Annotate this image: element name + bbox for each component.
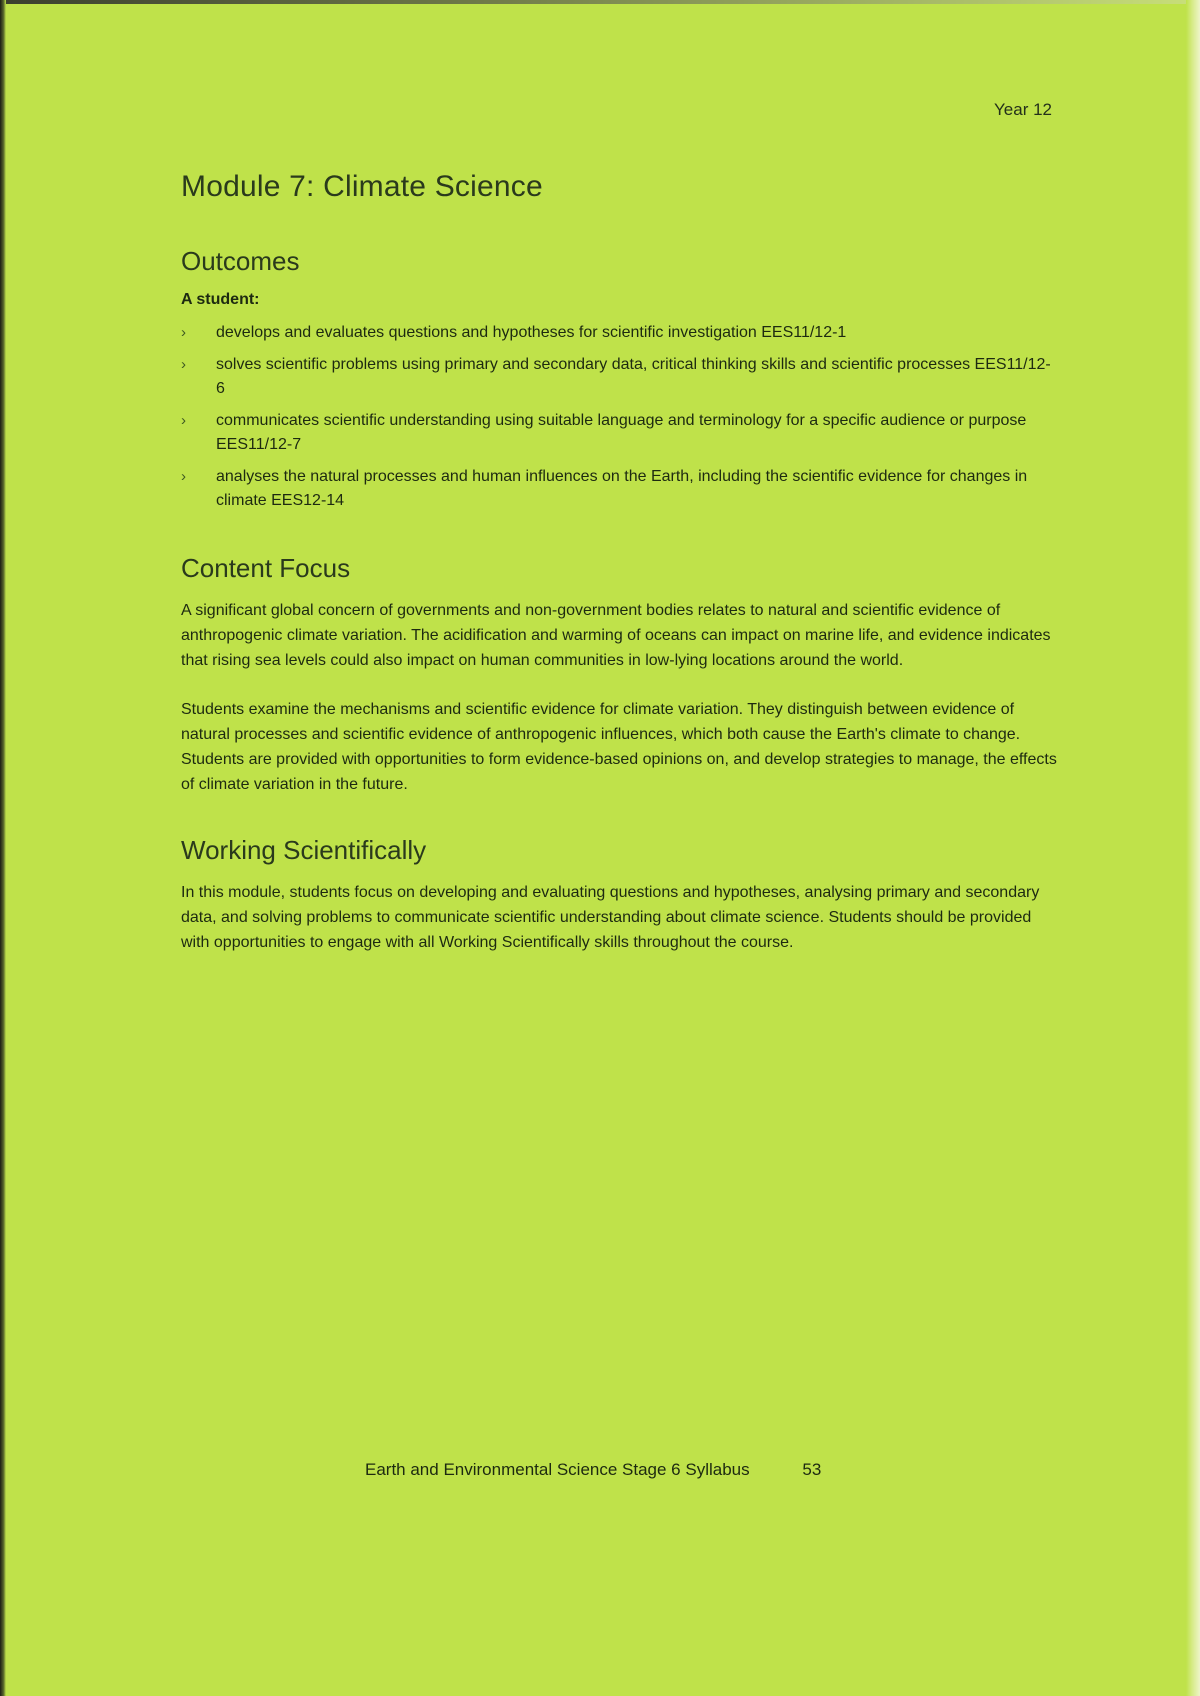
outcome-text: communicates scientific understanding using suitable language and terminology for a specific audience or purpose EES11/12-7 — [216, 412, 1027, 453]
chevron-right-icon: › — [181, 412, 186, 429]
content-focus-heading: Content Focus — [181, 553, 351, 583]
outcomes-lead: A student: — [181, 291, 260, 308]
outcomes-list — [181, 321, 1061, 513]
outcome-text: develops and evaluates questions and hypotheses for scientific investigation EES11/12-1 — [216, 324, 847, 341]
scan-left-edge — [0, 0, 6, 1696]
footer-title: Earth and Environmental Science Stage 6 Syllabus — [365, 1460, 750, 1479]
chevron-right-icon: › — [181, 356, 186, 373]
content-focus-paragraph: A significant global concern of governments and non-government bodies relates to natural and scientific evidence of anthropogenic climate variation. The acidification and warming of oceans can impact on marine life, and evidence indicates that rising sea levels could also impact on human communities in low-lying locations around the world. — [181, 602, 1051, 669]
outcome-text: analyses the natural processes and human influences on the Earth, including the scientific evidence for changes in climate EES12-14 — [216, 468, 1028, 509]
working-scientifically-paragraph: In this module, students focus on developing and evaluating questions and hypotheses, analysing primary and secondary data, and solving problems to communicate scientific understanding about climate science. Students should be provided with opportunities to engage with all Working Scientifically skills throughout the course. — [181, 884, 1040, 951]
chevron-right-icon: › — [181, 468, 186, 485]
section-spacer — [181, 821, 1061, 835]
content-focus-paragraph: Students examine the mechanisms and scientific evidence for climate variation. They distinguish between evidence of natural processes and scientific evidence of anthropogenic influences, which both cause the Earth's climate to change. Students are provided with opportunities to form evidence-based opinions on, and develop strategies to manage, the effects of climate variation in the future. — [181, 701, 1057, 793]
page-number: 53 — [802, 1460, 822, 1479]
scan-top-edge — [0, 0, 1200, 4]
chevron-right-icon: › — [181, 324, 186, 341]
scan-right-edge — [1186, 0, 1200, 1696]
year-label: Year 12 — [994, 100, 1052, 119]
working-scientifically-heading: Working Scientifically — [181, 835, 427, 865]
outcomes-heading: Outcomes — [181, 246, 300, 276]
outcome-item — [181, 409, 1056, 457]
page-footer — [365, 1460, 821, 1480]
outcomes-section — [181, 246, 1061, 513]
content-focus-section — [181, 553, 1061, 797]
outcome-item — [181, 353, 1056, 401]
page-content — [181, 170, 1061, 979]
module-title: Module 7: Climate Science — [181, 170, 543, 203]
working-scientifically-section — [181, 835, 1061, 955]
outcome-text: solves scientific problems using primary and secondary data, critical thinking skills and scientific processes EES11/12-6 — [216, 356, 1051, 397]
outcome-item — [181, 465, 1056, 513]
outcome-item — [181, 321, 1056, 345]
